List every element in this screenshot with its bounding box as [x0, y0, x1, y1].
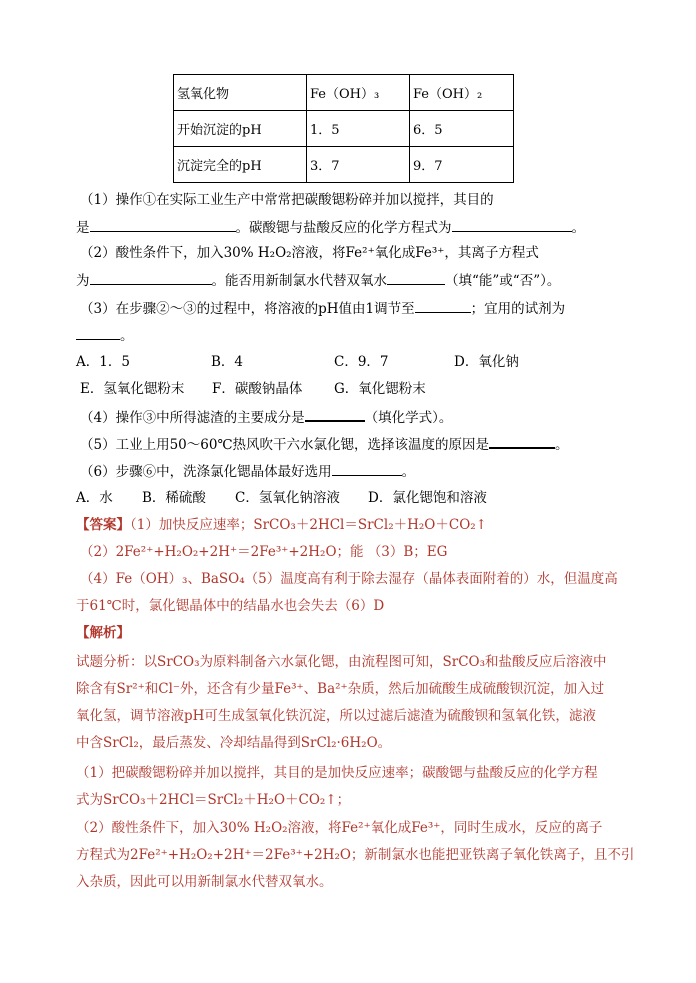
table-row	[174, 147, 514, 183]
answer-line-3: （4）Fe（OH）₃、BaSO₄（5）温度高有利于除去湿存（晶体表面附着的）水，但温度高	[80, 571, 618, 587]
option-a: A．水	[76, 490, 113, 506]
q3-line-1	[80, 299, 565, 318]
analysis-line: 氧化氢，调节溶液pH可生成氢氧化铁沉淀，所以过滤后滤渣为硫酸钡和氢氧化铁，滤液	[76, 708, 596, 724]
answer-line-1	[76, 516, 487, 534]
q1-text: 。碳酸锶与盐酸反应的化学方程式为	[235, 220, 452, 236]
answer-tag: 【答案】	[76, 517, 130, 533]
q1-text: 。	[571, 220, 585, 236]
q5-line	[80, 434, 569, 454]
q1-line-1: （1）操作①在实际工业生产中常常把碳酸锶粉碎并加以搅拌，其目的	[80, 192, 494, 208]
analysis-tag: 【解析】	[76, 625, 130, 641]
q3-text: ；宜用的试剂为	[470, 301, 566, 317]
option-a: A．1．5	[76, 354, 130, 370]
q4-text: （填化学式）。	[364, 410, 453, 426]
option-c: C．氢氧化钠溶液	[235, 490, 340, 506]
q2-text: 为	[76, 273, 90, 289]
q3-options-2	[80, 380, 426, 398]
q4-line	[80, 407, 452, 427]
table-cell: 沉淀完全的pH	[174, 147, 307, 183]
table-cell: 3．7	[307, 147, 410, 183]
q6-line	[80, 462, 415, 481]
analysis-line: 入杂质，因此可以用新制氯水代替双氧水。	[76, 874, 333, 890]
answer-text: （1）加快反应速率；SrCO₃＋2HCl＝SrCl₂＋H₂O＋CO₂↑	[130, 517, 487, 533]
hydroxide-ph-table	[173, 74, 514, 183]
option-g: G．氧化锶粉末	[334, 381, 426, 397]
q3-text: （3）在步骤②～③的过程中，将溶液的pH值由1调节至	[80, 301, 415, 317]
option-d: D．氯化锶饱和溶液	[368, 490, 487, 506]
q1-line-2	[76, 218, 585, 237]
option-d: D．氧化钠	[454, 354, 519, 370]
analysis-line: 试题分析：以SrCO₃为原料制备六水氯化锶，由流程图可知，SrCO₃和盐酸反应后溶液中	[76, 654, 607, 670]
q3-line-2	[76, 326, 134, 345]
q2-line-1: （2）酸性条件下，加入30% H₂O₂溶液，将Fe²⁺氧化成Fe³⁺，其离子方程式	[80, 245, 539, 261]
option-f: F．碳酸钠晶体	[212, 381, 303, 397]
answer-blank	[305, 407, 365, 422]
answer-blank	[489, 434, 555, 449]
q1-text: 是	[76, 220, 90, 236]
answer-blank	[452, 218, 572, 232]
option-b: B．4	[211, 354, 244, 370]
answer-blank	[90, 271, 212, 285]
option-b: B．稀硫酸	[142, 490, 206, 506]
q5-text: （5）工业上用50～60℃热风吹干六水氯化锶，选择该温度的原因是	[80, 437, 490, 453]
answer-blank	[76, 326, 120, 340]
q3-options-1	[76, 353, 519, 371]
analysis-line: 式为SrCO₃＋2HCl＝SrCl₂＋H₂O＋CO₂↑；	[76, 792, 351, 808]
analysis-line: 除含有Sr²⁺和Cl⁻外，还含有少量Fe³⁺、Ba²⁺杂质，然后加硫酸生成硫酸钡沉淀，加入过	[76, 681, 605, 697]
table-row	[174, 75, 514, 111]
table-cell: Fe（OH）₂	[410, 75, 514, 111]
table-row	[174, 111, 514, 147]
answer-blank	[332, 462, 402, 476]
analysis-line: （2）酸性条件下，加入30% H₂O₂溶液，将Fe²⁺氧化成Fe³⁺，同时生成水，反应的离子	[76, 820, 603, 836]
analysis-line: （1）把碳酸锶粉碎并加以搅拌，其目的是加快反应速率；碳酸锶与盐酸反应的化学方程	[76, 765, 598, 781]
answer-blank	[90, 218, 236, 232]
analysis-line: 方程式为2Fe²⁺+H₂O₂+2H⁺＝2Fe³⁺+2H₂O；新制氯水也能把亚铁离子氧化铁离子，且不引	[76, 847, 635, 863]
q2-text: 。能否用新制氯水代替双氧水	[211, 273, 387, 289]
q6-text: 。	[401, 464, 416, 480]
table-cell: 6．5	[410, 111, 514, 147]
answer-blank	[387, 271, 445, 285]
q6-options	[76, 489, 487, 507]
table-cell: Fe（OH）₃	[307, 75, 410, 111]
q3-text: 。	[120, 328, 134, 344]
option-c: C．9．7	[334, 354, 389, 370]
q6-text: （6）步骤⑥中，洗涤氯化锶晶体最好选用	[80, 464, 332, 480]
answer-line-2: （2）2Fe²⁺+H₂O₂+2H⁺＝2Fe³⁺+2H₂O；能 （3）B；EG	[80, 544, 448, 560]
q5-text: 。	[555, 437, 569, 453]
q2-line-2	[76, 271, 560, 290]
answer-line-4: 于61℃时，氯化锶晶体中的结晶水也会失去（6）D	[76, 598, 385, 614]
option-e: E．氢氧化锶粉末	[80, 381, 185, 397]
table-cell: 氢氧化物	[174, 75, 307, 111]
answer-blank	[415, 299, 471, 313]
q2-text: （填“能”或“否”）。	[445, 273, 561, 289]
table-cell: 9．7	[410, 147, 514, 183]
table-cell: 开始沉淀的pH	[174, 111, 307, 147]
q4-text: （4）操作③中所得滤渣的主要成分是	[80, 410, 305, 426]
table-cell: 1．5	[307, 111, 410, 147]
analysis-line: 中含SrCl₂，最后蒸发、冷却结晶得到SrCl₂·6H₂O。	[76, 735, 392, 751]
